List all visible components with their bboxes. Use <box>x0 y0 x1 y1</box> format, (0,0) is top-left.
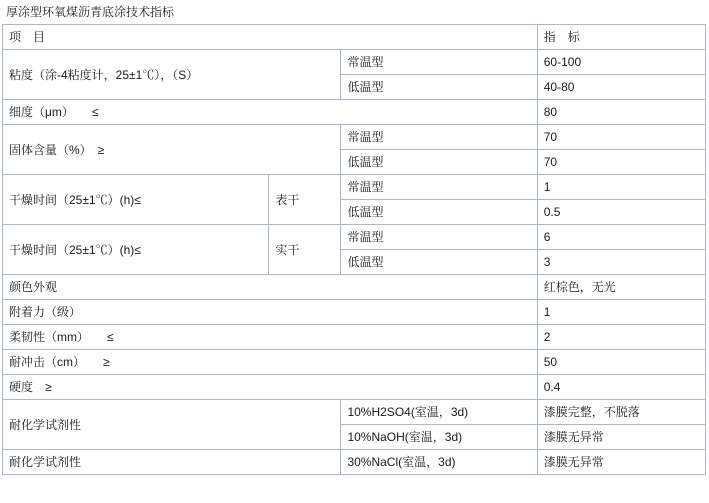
row-value: 2 <box>537 325 705 350</box>
row-item-label: 颜色外观 <box>3 275 538 300</box>
row-item-label: 粘度（涂-4粘度计，25±1℃），（S） <box>3 50 341 100</box>
row-sub-label: 30%NaCl(室温，3d) <box>341 450 537 475</box>
table-row <box>3 50 706 75</box>
row-value: 漆膜无异常 <box>537 450 705 475</box>
table-row <box>3 375 706 400</box>
row-item-label: 柔韧性（mm） ≤ <box>3 325 538 350</box>
row-item-label: 干燥时间（25±1℃）(h)≤ <box>3 175 269 225</box>
row-value: 60-100 <box>537 50 705 75</box>
row-sub-label: 低温型 <box>341 200 537 225</box>
row-value: 70 <box>537 125 705 150</box>
row-value: 40-80 <box>537 75 705 100</box>
table-row <box>3 300 706 325</box>
row-item-label: 附着力（级） <box>3 300 538 325</box>
row-sub-label: 常温型 <box>341 175 537 200</box>
row-item-label: 耐冲击（cm） ≥ <box>3 350 538 375</box>
page-title: 厚涂型环氧煤沥青底涂技术指标 <box>6 5 175 19</box>
row-value: 6 <box>537 225 705 250</box>
row-mid-label: 实干 <box>269 225 341 275</box>
row-sub-label: 常温型 <box>341 125 537 150</box>
table-row <box>3 350 706 375</box>
row-sub-label: 10%H2SO4(室温，3d) <box>341 400 537 425</box>
table-row <box>3 100 706 125</box>
row-value: 3 <box>537 250 705 275</box>
row-item-label: 固体含量（%） ≥ <box>3 125 341 175</box>
table-row <box>3 175 706 200</box>
row-value: 漆膜完整，不脱落 <box>537 400 705 425</box>
row-value: 漆膜无异常 <box>537 425 705 450</box>
table-row <box>3 325 706 350</box>
table-header-row <box>3 25 706 50</box>
row-sub-label: 10%NaOH(室温，3d) <box>341 425 537 450</box>
table-row <box>3 275 706 300</box>
row-item-label: 硬度 ≥ <box>3 375 538 400</box>
row-sub-label: 低温型 <box>341 75 537 100</box>
row-item-label: 干燥时间（25±1℃）(h)≤ <box>3 225 269 275</box>
row-value: 红棕色，无光 <box>537 275 705 300</box>
row-value: 80 <box>537 100 705 125</box>
spec-table <box>2 24 706 475</box>
table-row <box>3 450 706 475</box>
row-sub-label: 常温型 <box>341 50 537 75</box>
column-header-item: 项 目 <box>3 25 538 50</box>
table-row <box>3 125 706 150</box>
table-row <box>3 400 706 425</box>
row-value: 0.4 <box>537 375 705 400</box>
row-item-label: 耐化学试剂性 <box>3 400 341 450</box>
row-mid-label: 表干 <box>269 175 341 225</box>
row-sub-label: 常温型 <box>341 225 537 250</box>
row-value: 70 <box>537 150 705 175</box>
row-value: 50 <box>537 350 705 375</box>
row-value: 1 <box>537 300 705 325</box>
column-header-index: 指 标 <box>537 25 705 50</box>
row-item-label: 细度（μm） ≤ <box>3 100 538 125</box>
row-value: 0.5 <box>537 200 705 225</box>
table-row <box>3 225 706 250</box>
row-sub-label: 低温型 <box>341 250 537 275</box>
row-item-label: 耐化学试剂性 <box>3 450 341 475</box>
row-value: 1 <box>537 175 705 200</box>
row-sub-label: 低温型 <box>341 150 537 175</box>
